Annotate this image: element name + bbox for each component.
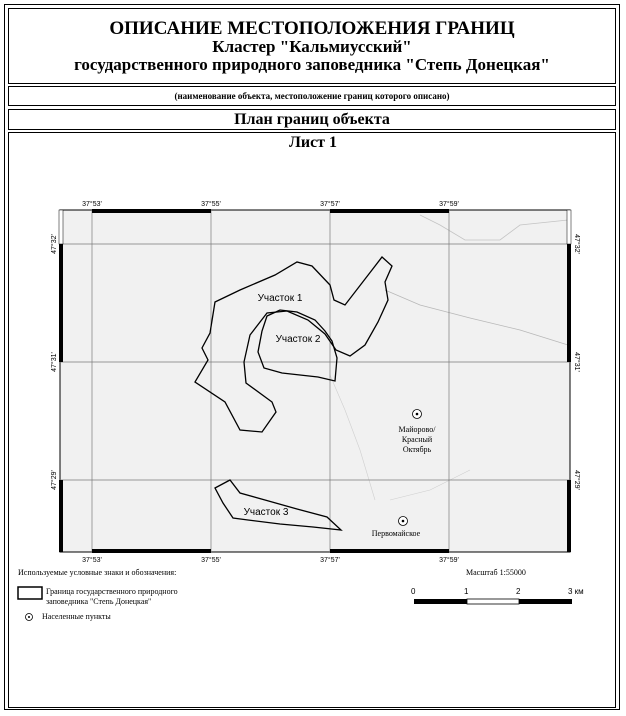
title-line-2: Кластер "Кальмиусский" [212, 37, 412, 56]
lat-label-right: 47°29' [573, 470, 580, 490]
lon-label-bottom: 37°53' [82, 557, 102, 564]
title-line-1: ОПИСАНИЕ МЕСТОПОЛОЖЕНИЯ ГРАНИЦ [109, 18, 515, 39]
place-label-krasny: Красный [401, 435, 433, 444]
legend-boundary-label [46, 587, 178, 607]
plan-title: План границ объекта [8, 109, 616, 130]
lon-label-bottom: 37°57' [320, 557, 340, 564]
place-label-pervomayskoe: Первомайское [371, 529, 421, 538]
lon-label-top: 37°55' [201, 201, 221, 208]
lat-label-right: 47°31' [573, 352, 580, 372]
lon-label-top: 37°53' [82, 201, 102, 208]
place-label-oktyabr: Октябрь [402, 445, 432, 454]
object-caption: (наименование объекта, местоположение границ которого описано) [8, 86, 616, 106]
lon-label-bottom: 37°59' [439, 557, 459, 564]
place-label-mayorovo: Майорово/ [398, 425, 436, 434]
lat-label-left: 47°32' [51, 234, 58, 254]
legend-boundary-line-2: заповедника "Степь Донецкая" [46, 597, 152, 606]
scale-label-0: 0 [411, 587, 416, 596]
scale-label-1: 1 [464, 587, 469, 596]
legend-settlements-label: Населенные пункты [42, 612, 111, 621]
lon-label-top: 37°59' [439, 201, 459, 208]
scale-bar [414, 599, 572, 604]
lon-label-bottom: 37°55' [201, 557, 221, 564]
legend-boundary-symbol [18, 587, 42, 599]
legend-boundary-line-1: Граница государственного природного [46, 587, 178, 596]
scale-label-2: 2 [516, 587, 521, 596]
lat-label-right: 47°32' [573, 234, 580, 254]
title-line-3: государственного природного заповедника "Степь Донецкая" [74, 55, 550, 74]
scale-title: Масштаб 1:55000 [466, 568, 526, 577]
area-3-label: Участок 3 [243, 507, 289, 518]
scale-label-3km: 3 км [568, 587, 584, 596]
area-1-label: Участок 1 [257, 293, 303, 304]
legend-title: Используемые условные знаки и обозначения: [18, 568, 177, 577]
lat-label-left: 47°29' [51, 470, 58, 490]
map-area [60, 210, 570, 552]
lat-label-left: 47°31' [51, 352, 58, 372]
lon-label-top: 37°57' [320, 201, 340, 208]
area-2-label: Участок 2 [275, 334, 321, 345]
sheet-number: Лист 1 [288, 134, 338, 151]
